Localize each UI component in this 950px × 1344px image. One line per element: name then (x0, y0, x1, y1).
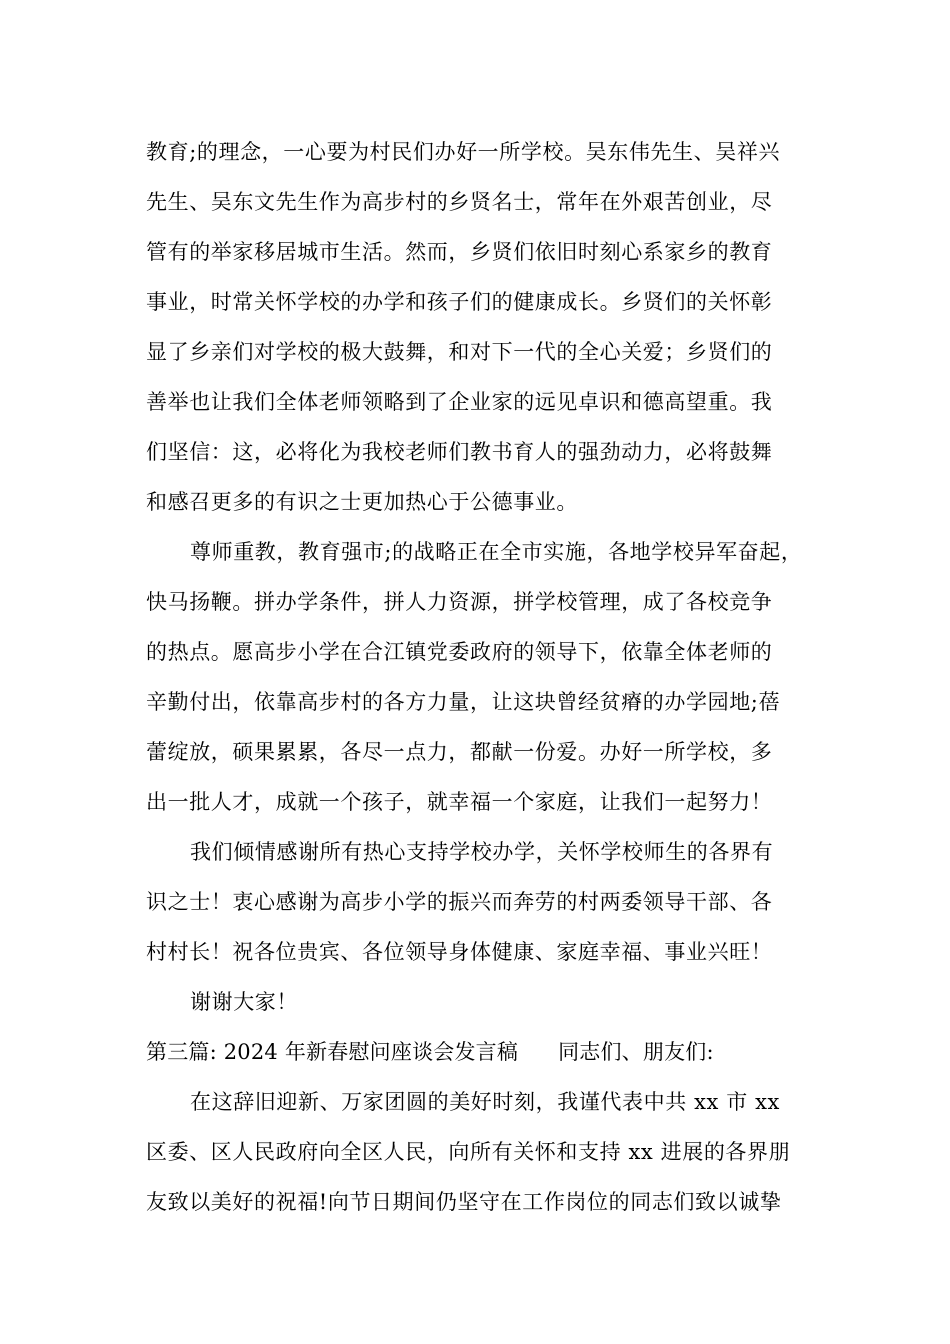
closing-line: 谢谢大家！ (190, 990, 298, 1014)
paragraph-line: 区委、区人民政府向全区人民，向所有关怀和支持 xx 进展的各界朋 (146, 1140, 791, 1164)
paragraph-line: 尊师重教，教育强市;的战略正在全市实施，各地学校异军奋起， (190, 540, 803, 564)
paragraph-line: 出一批人才，成就一个孩子，就幸福一个家庭，让我们一起努力！ (146, 790, 773, 814)
section-title: 第三篇: 2024 年新春慰问座谈会发言稿 (146, 1040, 519, 1064)
section-salutation: 同志们、朋友们: (558, 1040, 714, 1064)
paragraph-line: 村村长！祝各位贵宾、各位领导身体健康、家庭幸福、事业兴旺！ (146, 940, 773, 964)
paragraph-line: 蕾绽放，硕果累累，各尽一点力，都献一份爱。办好一所学校，多 (146, 740, 773, 764)
section-heading (146, 1032, 816, 1082)
document-body (146, 132, 816, 1232)
paragraph-line: 教育;的理念，一心要为村民们办好一所学校。吴东伟先生、吴祥兴 (146, 140, 781, 164)
paragraph-line: 先生、吴东文先生作为高步村的乡贤名士，常年在外艰苦创业，尽 (146, 190, 773, 214)
paragraph-line: 在这辞旧迎新、万家团圆的美好时刻，我谨代表中共 xx 市 xx (190, 1090, 780, 1114)
paragraph-line: 们坚信：这，必将化为我校老师们教书育人的强劲动力，必将鼓舞 (146, 440, 773, 464)
paragraph-line: 的热点。愿高步小学在合江镇党委政府的领导下，依靠全体老师的 (146, 640, 773, 664)
paragraph-line: 事业，时常关怀学校的办学和孩子们的健康成长。乡贤们的关怀彰 (146, 290, 773, 314)
paragraph-line: 快马扬鞭。拼办学条件，拼人力资源，拼学校管理，成了各校竞争 (146, 590, 773, 614)
paragraph-line: 我们倾情感谢所有热心支持学校办学，关怀学校师生的各界有 (190, 840, 774, 864)
paragraph-line: 显了乡亲们对学校的极大鼓舞，和对下一代的全心关爱；乡贤们的 (146, 340, 773, 364)
paragraph-line: 和感召更多的有识之士更加热心于公德事业。 (146, 490, 578, 514)
paragraph-line: 友致以美好的祝福!向节日期间仍坚守在工作岗位的同志们致以诚挚 (146, 1190, 782, 1214)
paragraph-line: 善举也让我们全体老师领略到了企业家的远见卓识和德高望重。我 (146, 390, 773, 414)
paragraph-line: 识之士！衷心感谢为高步小学的振兴而奔劳的村两委领导干部、各 (146, 890, 773, 914)
paragraph-line: 管有的举家移居城市生活。然而，乡贤们依旧时刻心系家乡的教育 (146, 240, 773, 264)
paragraph-line: 辛勤付出，依靠高步村的各方力量，让这块曾经贫瘠的办学园地;蓓 (146, 690, 781, 714)
